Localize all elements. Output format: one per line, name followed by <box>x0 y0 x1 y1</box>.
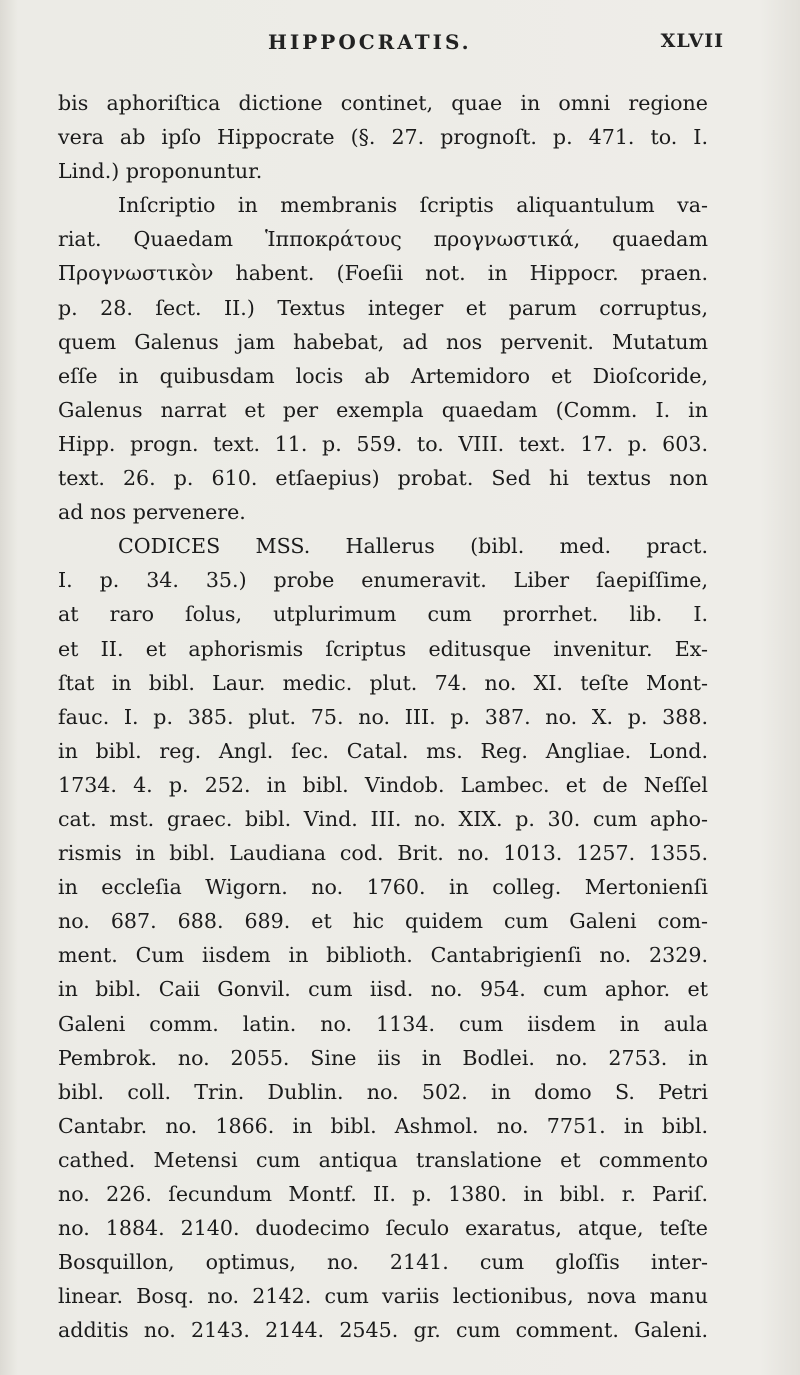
text-line: eſſe in quibusdam locis ab Artemidoro et Dioſcoride, <box>58 363 708 388</box>
text-line: additis no. 2143. 2144. 2545. gr. cum comment. Galeni. <box>58 1318 708 1343</box>
body-text <box>58 86 708 1347</box>
text-line: cat. mst. graec. bibl. Vind. III. no. XIX. p. 30. cum apho- <box>58 806 708 831</box>
text-line: in bibl. reg. Angl. ſec. Catal. ms. Reg. Angliae. Lond. <box>58 738 708 763</box>
text-line: Προγνωστικὸν habent. (Foeſii not. in Hippocr. praen. <box>58 261 708 286</box>
text-line: I. p. 34. 35.) probe enumeravit. Liber ſaepiſſime, <box>58 568 708 593</box>
text-line: riat. Quaedam Ἱπποκράτους προγνωστικά, quaedam <box>58 227 708 252</box>
text-line: bis aphoriſtica dictione continet, quae in omni regione <box>58 91 708 115</box>
text-line: rismis in bibl. Laudiana cod. Brit. no. 1013. 1257. 1355. <box>58 841 708 866</box>
text-line: ad nos pervenere. <box>58 500 246 525</box>
text-line: Hipp. progn. text. 11. p. 559. to. VIII. text. 17. p. 603. <box>58 431 708 456</box>
running-head <box>58 30 724 60</box>
text-line: CODICES MSS. Hallerus (bibl. med. pract. <box>118 534 708 559</box>
text-line: no. 226. ſecundum Montf. II. p. 1380. in bibl. r. Pariſ. <box>58 1182 708 1206</box>
text-line: fauc. I. p. 385. plut. 75. no. III. p. 387. no. X. p. 388. <box>58 704 708 729</box>
text-line: p. 28. ſect. II.) Textus integer et parum corruptus, <box>58 295 708 320</box>
text-line: in bibl. Caii Gonvil. cum iisd. no. 954. cum aphor. et <box>58 977 708 1002</box>
text-line: no. 1884. 2140. duodecimo ſeculo exaratus, atque, teſte <box>58 1216 708 1241</box>
text-line: Galenus narrat et per exempla quaedam (Comm. I. in <box>58 397 708 422</box>
text-line: Lind.) proponuntur. <box>58 159 263 184</box>
text-line: in eccleſia Wigorn. no. 1760. in colleg. Mertonienſi <box>58 875 708 900</box>
text-line: cathed. Metensi cum antiqua translatione et commento <box>58 1147 708 1172</box>
text-line: at raro ſolus, utplurimum cum prorrhet. lib. I. <box>58 602 708 627</box>
text-line: bibl. coll. Trin. Dublin. no. 502. in domo S. Petri <box>58 1079 708 1104</box>
text-line: et II. et aphorismis ſcriptus editusque invenitur. Ex- <box>58 636 708 661</box>
text-line: Bosquillon, optimus, no. 2141. cum gloſſis inter- <box>58 1250 708 1275</box>
text-line: Cantabr. no. 1866. in bibl. Ashmol. no. 7751. in bibl. <box>58 1113 708 1138</box>
text-line: ſtat in bibl. Laur. medic. plut. 74. no. XI. teſte Mont- <box>58 670 708 695</box>
text-line: linear. Bosq. no. 2142. cum variis lectionibus, nova manu <box>58 1284 708 1309</box>
text-line: vera ab ipſo Hippocrate (§. 27. prognoſt. p. 471. to. I. <box>58 125 708 150</box>
text-line: Inſcriptio in membranis ſcriptis aliquantulum va- <box>118 193 708 218</box>
text-line: no. 687. 688. 689. et hic quidem cum Galeni com- <box>58 909 708 934</box>
text-line: Pembrok. no. 2055. Sine iis in Bodlei. no. 2753. in <box>58 1045 708 1070</box>
text-line: ment. Cum iisdem in biblioth. Cantabrigienſi no. 2329. <box>58 943 708 968</box>
text-line: Galeni comm. latin. no. 1134. cum iisdem in aula <box>58 1011 708 1036</box>
running-title: HIPPOCRATIS. <box>268 30 472 54</box>
text-line: text. 26. p. 610. etſaepius) probat. Sed hi textus non <box>58 466 708 491</box>
text-line: 1734. 4. p. 252. in bibl. Vindob. Lambec. et de Neſſel <box>58 772 708 797</box>
page-number: XLVII <box>660 30 724 52</box>
text-line: quem Galenus jam habebat, ad nos pervenit. Mutatum <box>58 329 708 354</box>
